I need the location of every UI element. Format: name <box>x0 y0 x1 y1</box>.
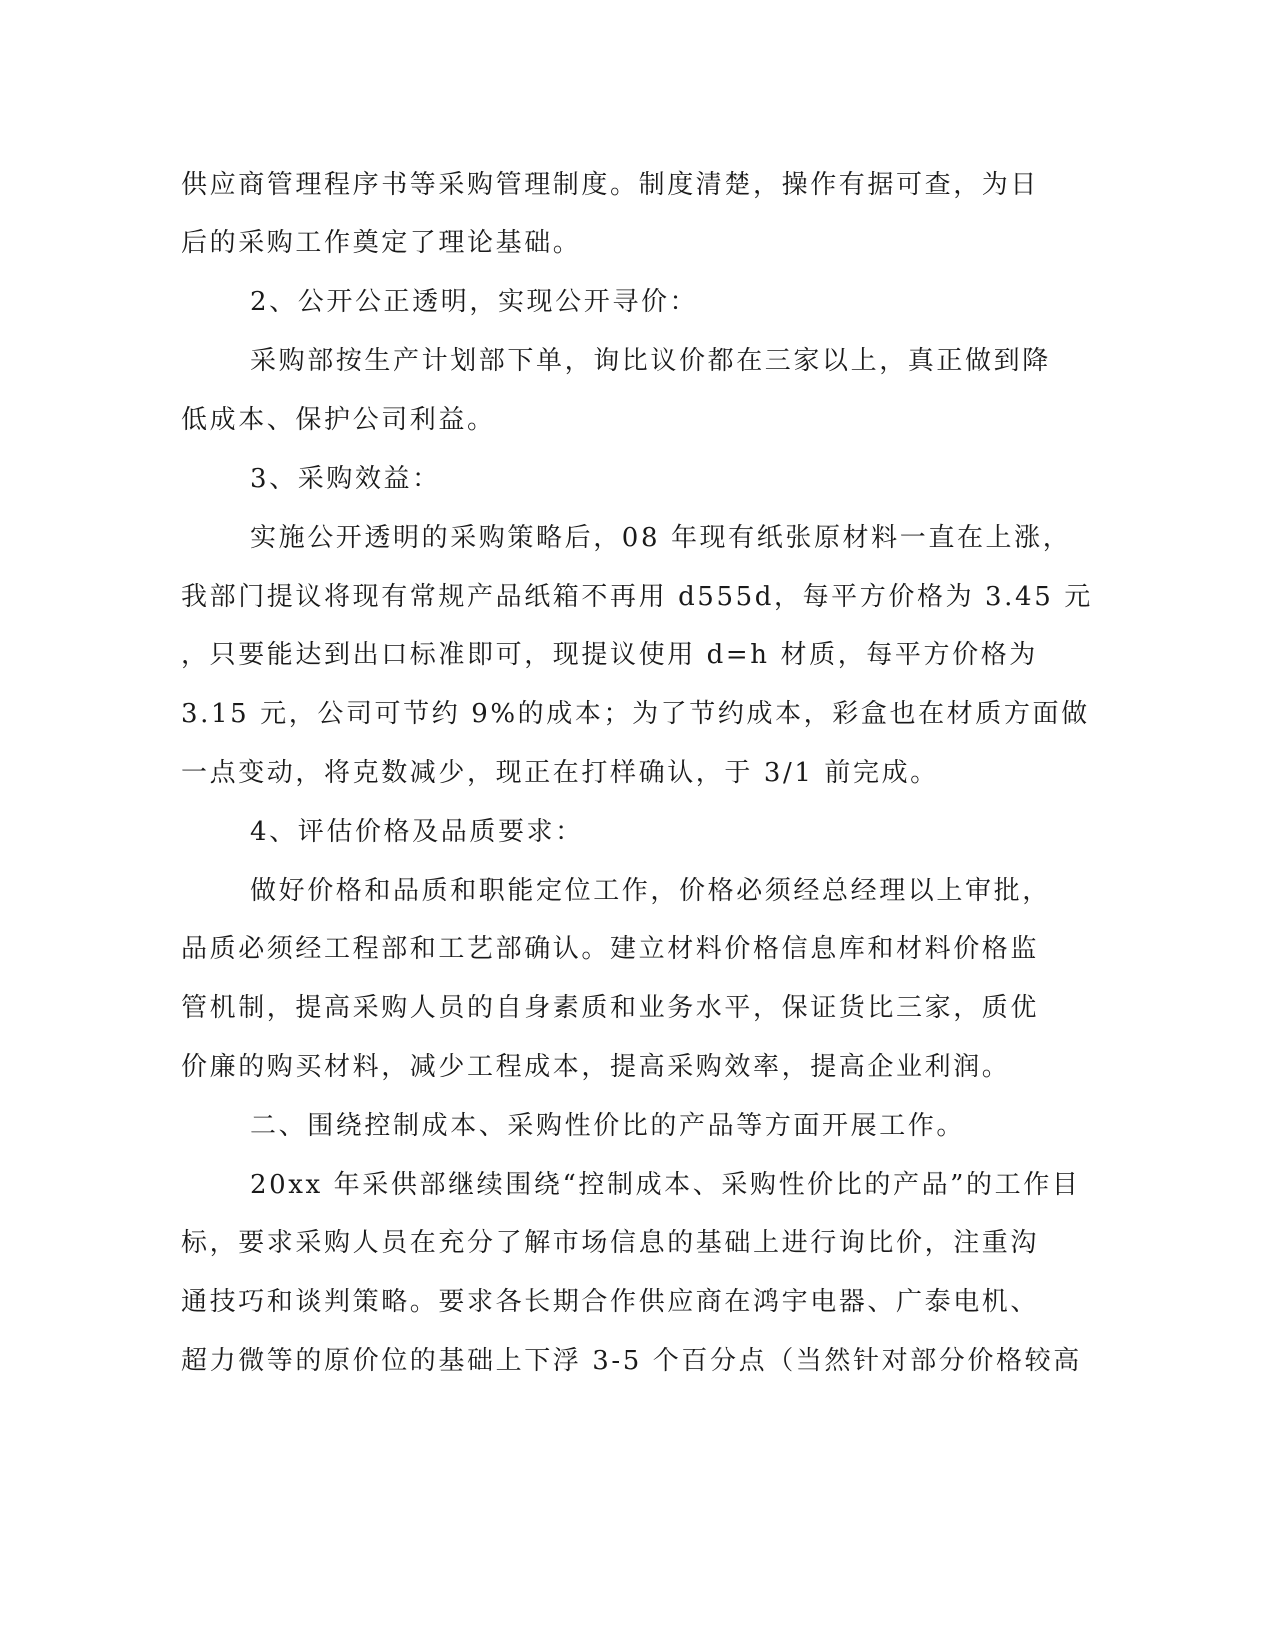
body-text-line: 后的采购工作奠定了理论基础。 <box>181 228 582 258</box>
body-text-line: 20xx 年采供部继续围绕“控制成本、采购性价比的产品”的工作目 <box>250 1170 1081 1200</box>
body-text-line: 超力微等的原价位的基础上下浮 3-5 个百分点（当然针对部分价格较高 <box>181 1346 1082 1376</box>
body-text-line: 3.15 元，公司可节约 9%的成本；为了节约成本，彩盒也在材质方面做 <box>181 699 1090 729</box>
section-heading: 二、围绕控制成本、采购性价比的产品等方面开展工作。 <box>250 1111 966 1141</box>
body-text-line: 低成本、保护公司利益。 <box>181 405 496 435</box>
section-heading: 4、评估价格及品质要求： <box>250 817 584 847</box>
body-text-line: 价廉的购买材料，减少工程成本，提高采购效率，提高企业利润。 <box>181 1052 1011 1082</box>
body-text-line: 一点变动，将克数减少，现正在打样确认，于 3/1 前完成。 <box>181 758 939 788</box>
body-text-line: 做好价格和品质和职能定位工作，价格必须经总经理以上审批， <box>250 876 1051 906</box>
section-heading: 3、采购效益： <box>250 464 441 494</box>
body-text-line: 采购部按生产计划部下单，询比议价都在三家以上，真正做到降 <box>250 346 1051 376</box>
section-heading: 2、公开公正透明，实现公开寻价： <box>250 287 699 317</box>
body-text-line: 通技巧和谈判策略。要求各长期合作供应商在鸿宇电器、广泰电机、 <box>181 1287 1040 1317</box>
body-text-line: 实施公开透明的采购策略后，08 年现有纸张原材料一直在上涨， <box>250 523 1072 553</box>
body-text-line: ，只要能达到出口标准即可，现提议使用 d=h 材质，每平方价格为 <box>181 640 1038 670</box>
body-text-line: 标，要求采购人员在充分了解市场信息的基础上进行询比价，注重沟 <box>181 1228 1040 1258</box>
body-text-line: 品质必须经工程部和工艺部确认。建立材料价格信息库和材料价格监 <box>181 934 1040 964</box>
body-text-line: 管机制，提高采购人员的自身素质和业务水平，保证货比三家，质优 <box>181 993 1040 1023</box>
body-text-line: 供应商管理程序书等采购管理制度。制度清楚，操作有据可查，为日 <box>181 170 1040 200</box>
body-text-line: 我部门提议将现有常规产品纸箱不再用 d555d，每平方价格为 3.45 元 <box>181 582 1093 612</box>
